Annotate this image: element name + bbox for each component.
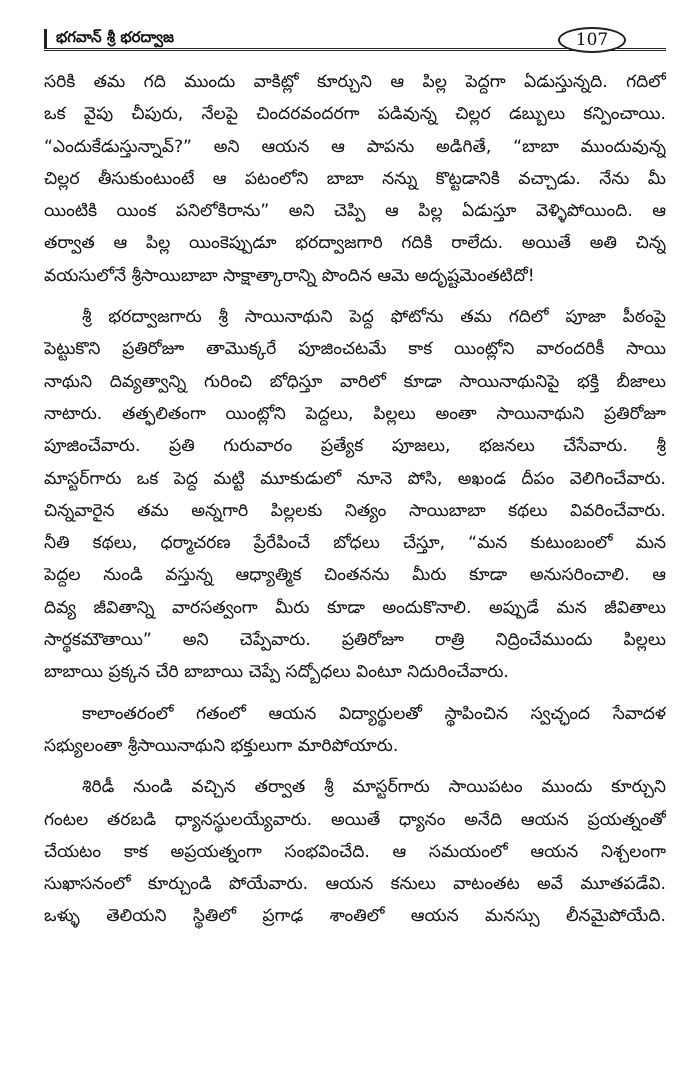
paragraph-4 [44,771,666,932]
text-line: పెద్దల నుండి వస్తున్న ఆధ్యాత్మిక చింతనను మీరు కూడా అనుసరించాలి. ఆ [44,565,666,586]
text-line: గంటల తరబడి ధ్యానస్థులయ్యేవారు. అయితే ధ్యానం అనేది ఆయన ప్రయత్నంతో [44,809,666,830]
text-line: బాబాయి ప్రక్కన చేరి బాబాయి చెప్పే సద్బోధలు వింటూ నిదురించేవారు. [44,662,509,683]
text-line: దివ్య జీవితాన్ని వారసత్వంగా మీరు కూడా అందుకొనాలి. అప్పుడే మన జీవితాలు [44,597,666,618]
text-line: పూజించేవారు. ప్రతి గురువారం ప్రత్యేక పూజలు, భజనలు చేసేవారు. శ్రీ [44,436,666,457]
text-line: వయసులోనే శ్రీసాయిబాబా సాక్షాత్కారాన్ని పొందిన ఆమె అదృష్టమెంతటిదో! [44,265,535,286]
text-line: చిన్నవారైన తమ అన్నగారి పిల్లలకు నిత్యం సాయిబాబా కథలు వివరించేవారు. [44,500,666,521]
text-line: తర్వాత ఆ పిల్ల యింకెప్పుడూ భరద్వాజగారి గదికి రాలేదు. అయితే అతి చిన్న [44,233,666,254]
text-line: “ఎందుకేడుస్తున్నావ్?” అని ఆయన ఆ పాపను అడిగితే, “బాబా ముందువున్న [44,136,666,157]
text-line: పెట్టుకొని ప్రతిరోజూ తామొక్కరే పూజించటమే కాక యింట్లోని వారందరికీ సాయి [44,339,666,360]
text-line: సార్థకమౌతాయి” అని చెప్పేవారు. ప్రతిరోజూ రాత్రి నిద్రించేముందు పిల్లలు [44,630,666,651]
paragraph-gap [44,762,666,771]
body-text [44,66,666,933]
text-line: యింటికి యింక పనిలోకిరాను” అని చెప్పి ఆ పిల్ల ఏడుస్తూ వెళ్ళిపోయింది. ఆ [44,201,666,222]
text-line: ఒక వైపు చీపురు, నేలపై చిందరవందరగా పడివున్న చిల్లర డబ్బులు కన్పించాయి. [44,104,666,125]
running-header [44,27,666,53]
text-line: నాటారు. తత్ఫలితంగా యింట్లోని పెద్దలు, పిల్లలు అంతా సాయినాథుని ప్రతిరోజూ [44,403,666,424]
text-line: శిరిడీ నుండి వచ్చిన తర్వాత శ్రీ మాస్టర్‌గారు సాయిపటం ముందు కూర్చుని [82,777,666,798]
header-left-rule [44,29,47,49]
text-line: నాథుని దివ్యత్వాన్ని గురించి బోధిస్తూ వారిలో కూడా సాయినాథునిపై భక్తి బీజాలు [44,371,666,392]
text-line: శ్రీ భరద్వాజగారు శ్రీ సాయినాథుని పెద్ద ఫోటోను తమ గదిలో పూజా పీఠంపై [82,307,666,328]
text-line: సుఖాసనంలో కూర్చుండి పోయేవారు. ఆయన కనులు వాటంతట అవే మూతపడేవి. [44,874,666,895]
text-line: కాలాంతరంలో గతంలో ఆయన విద్యార్థులతో స్థాపించిన స్వచ్ఛంద సేవాదళ [82,703,666,724]
text-line: ఒళ్ళు తెలియని స్థితిలో ప్రగాఢ శాంతిలో ఆయన మనస్సు లీనమైపోయేది. [44,906,666,927]
text-line: సరికి తమ గది ముందు వాకిట్లో కూర్చుని ఆ పిల్ల పెద్దగా ఏడుస్తున్నది. గదిలో [44,72,666,92]
text-line: సభ్యులంతా శ్రీసాయినాథుని భక్తులుగా మారిపోయారు. [44,735,399,756]
text-line: చేయటం కాక అప్రయత్నంగా సంభవించేది. ఆ సమయంలో ఆయన నిశ్చలంగా [44,841,666,862]
text-line: చిల్లర తీసుకుంటుంటే ఆ పటంలోని బాబా నన్ను కొట్టడానికి వచ్చాడు. నేను మీ [44,168,666,189]
text-line: నీతి కథలు, ధర్మాచరణ ప్రేరేపించే బోధలు చేస్తూ, “మన కుటుంబంలో మన [44,533,666,554]
paragraph-1 [44,66,666,292]
paragraph-gap [44,689,666,698]
text-line: మాస్టర్‌గారు ఒక పెద్ద మట్టి మూకుడులో నూనె పోసి, అఖండ దీపం వెలిగించేవారు. [44,468,666,489]
running-title: భగవాన్ శ్రీ భరద్వాజ [56,28,174,46]
paragraph-3 [44,698,666,763]
page-number: 107 [558,27,626,53]
paragraph-gap [44,292,666,301]
paragraph-2 [44,301,666,689]
